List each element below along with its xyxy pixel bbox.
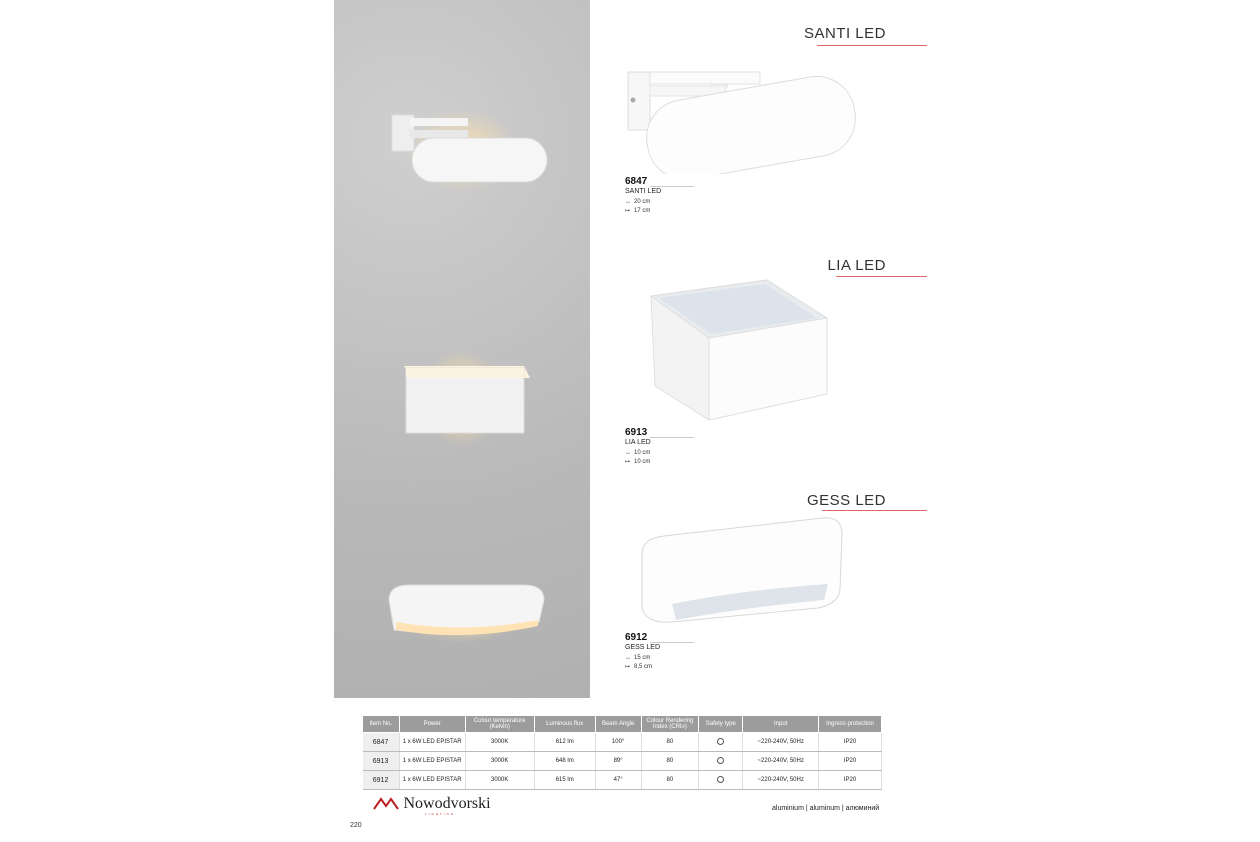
cell-ingress-protection: IP20 — [819, 733, 882, 752]
safety-class-icon — [717, 776, 724, 783]
depth-arrow-icon: ↦ — [625, 459, 631, 465]
cell-beam-angle: 47° — [595, 771, 641, 790]
lia-product-image — [645, 276, 835, 424]
cell-cri: 80 — [641, 771, 699, 790]
table-row — [363, 752, 882, 771]
code-rule — [650, 437, 694, 438]
section-title-santi: SANTI LED — [803, 25, 886, 42]
santi-product-image — [622, 62, 862, 174]
cell-ingress-protection: IP20 — [819, 771, 882, 790]
cell-beam-angle: 100° — [595, 733, 641, 752]
cell-power: 1 x 6W LED EPISTAR — [399, 771, 465, 790]
column-header: Ingress protection — [819, 716, 882, 733]
cell-power: 1 x 6W LED EPISTAR — [399, 733, 465, 752]
column-header: Colour temperature (Kelvin) — [465, 716, 534, 733]
cell-item-no: 6847 — [363, 733, 400, 752]
safety-class-icon — [717, 738, 724, 745]
cell-power: 1 x 6W LED EPISTAR — [399, 752, 465, 771]
page-number: 220 — [350, 822, 362, 829]
cell-colour-temperature: 3000K — [465, 771, 534, 790]
cell-luminous-flux: 615 lm — [534, 771, 595, 790]
dimension-width-lia: ↔ 10 cm — [625, 450, 651, 456]
cell-safety-type — [699, 771, 743, 790]
product-code-santi: 6847 — [625, 176, 648, 187]
dimension-depth-gess: ↦ 8,5 cm — [625, 664, 653, 670]
column-header: Power — [399, 716, 465, 733]
title-rule — [836, 276, 927, 277]
title-rule — [822, 510, 927, 511]
column-header: Colour Rendering Index (CRI≥) — [641, 716, 699, 733]
materials-label: aluminium | aluminum | алюминий — [772, 805, 880, 812]
column-header: Beam Angle — [595, 716, 641, 733]
cell-safety-type — [699, 752, 743, 771]
code-rule — [650, 186, 694, 187]
brand-mark-icon — [373, 797, 399, 811]
cell-colour-temperature: 3000K — [465, 733, 534, 752]
cell-luminous-flux: 612 lm — [534, 733, 595, 752]
cell-cri: 80 — [641, 752, 699, 771]
specifications-table — [362, 715, 882, 790]
cell-cri: 80 — [641, 733, 699, 752]
table-header-row — [363, 716, 882, 733]
width-arrow-icon: ↔ — [625, 450, 631, 456]
lia-lamp-photo — [404, 366, 530, 433]
table-row — [363, 733, 882, 752]
safety-class-icon — [717, 757, 724, 764]
dimension-depth-lia: ↦ 10 cm — [625, 459, 651, 465]
product-code-gess: 6912 — [625, 632, 648, 643]
cell-input: ~220-240V, 50Hz — [743, 752, 819, 771]
cell-item-no: 6913 — [363, 752, 400, 771]
width-arrow-icon: ↔ — [625, 655, 631, 661]
section-title-gess: GESS LED — [806, 492, 886, 509]
cell-luminous-flux: 648 lm — [534, 752, 595, 771]
depth-arrow-icon: ↦ — [625, 664, 631, 670]
section-title-lia: LIA LED — [827, 257, 886, 274]
brand-name: Nowodvorski — [403, 795, 491, 812]
cell-input: ~220-240V, 50Hz — [743, 733, 819, 752]
code-rule — [650, 642, 694, 643]
depth-arrow-icon: ↦ — [625, 208, 631, 214]
width-arrow-icon: ↔ — [625, 199, 631, 205]
column-header: Safety type — [699, 716, 743, 733]
brand-logo — [373, 795, 491, 816]
product-code-lia: 6913 — [625, 427, 648, 438]
cell-colour-temperature: 3000K — [465, 752, 534, 771]
cell-beam-angle: 89° — [595, 752, 641, 771]
cell-item-no: 6912 — [363, 771, 400, 790]
column-header: Item No. — [363, 716, 400, 733]
gess-product-image — [632, 512, 848, 628]
column-header: Input — [743, 716, 819, 733]
lifestyle-photos — [334, 0, 590, 698]
dimension-width-gess: ↔ 15 cm — [625, 655, 651, 661]
gess-lamp-photo — [389, 585, 544, 635]
table-row — [363, 771, 882, 790]
column-header: Luminous flux — [534, 716, 595, 733]
brand-subtitle: LIGHTING — [425, 812, 456, 816]
dimension-depth-santi: ↦ 17 cm — [625, 208, 651, 214]
lifestyle-photo-column — [334, 0, 590, 698]
product-name-lia: LIA LED — [625, 439, 651, 446]
cell-safety-type — [699, 733, 743, 752]
santi-lamp-photo — [392, 115, 547, 182]
product-name-gess: GESS LED — [625, 644, 661, 651]
dimension-width-santi: ↔ 20 cm — [625, 199, 651, 205]
title-rule — [817, 45, 927, 46]
cell-input: ~220-240V, 50Hz — [743, 771, 819, 790]
product-name-santi: SANTI LED — [625, 188, 662, 195]
cell-ingress-protection: IP20 — [819, 752, 882, 771]
